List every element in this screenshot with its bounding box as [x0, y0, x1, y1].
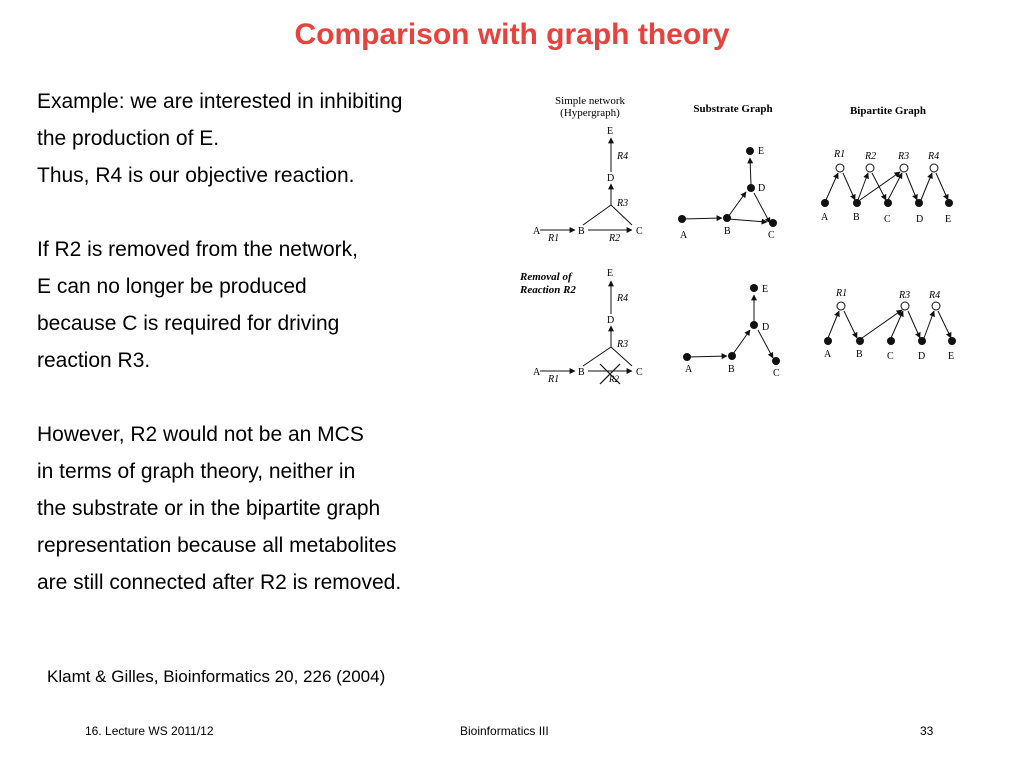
- reaction-label-r2: R2: [609, 233, 621, 244]
- node-label-c: C: [884, 214, 891, 225]
- bipartite-graph-removed: [828, 310, 951, 338]
- removal-header-sub: Reaction R2: [520, 284, 576, 296]
- reaction-label-r3: R3: [898, 151, 910, 162]
- node-label-a: A: [533, 226, 541, 237]
- node-label-d: D: [762, 322, 770, 333]
- node-label-e: E: [948, 351, 955, 362]
- slide-title: Comparison with graph theory: [294, 18, 730, 51]
- text-line: E can no longer be produced: [37, 275, 307, 298]
- network-figure: [512, 88, 972, 398]
- text-line: Example: we are interested in inhibiting: [37, 90, 403, 113]
- node-label-a: A: [685, 364, 693, 375]
- text-line: representation because all metabolites: [37, 534, 397, 557]
- node-label-a: A: [680, 230, 688, 241]
- node-label-c: C: [773, 368, 780, 379]
- text-line: If R2 is removed from the network,: [37, 238, 358, 261]
- node-label-d: D: [607, 173, 615, 184]
- node-label-e: E: [762, 284, 769, 295]
- text-line: the production of E.: [37, 127, 220, 150]
- reaction-label-r1: R1: [548, 233, 560, 244]
- reaction-nodes-removed: [837, 302, 940, 310]
- node-label-c: C: [636, 226, 643, 237]
- node-label-e: E: [945, 214, 952, 225]
- reaction-label-r4: R4: [929, 290, 941, 301]
- reaction-label-r1: R1: [834, 149, 846, 160]
- node-label-a: A: [824, 349, 832, 360]
- metabolite-nodes-removed: [824, 337, 956, 345]
- reaction-label-r4: R4: [617, 151, 629, 162]
- reaction-label-r1: R1: [836, 288, 848, 299]
- node-label-d: D: [918, 351, 926, 362]
- reaction-label-r4: R4: [617, 293, 629, 304]
- node-label-a: A: [821, 212, 829, 223]
- substrate-graph-full: [683, 158, 770, 223]
- bipartite-graph-full: [826, 172, 948, 200]
- node-label-d: D: [916, 214, 924, 225]
- reaction-label-r3: R3: [617, 198, 629, 209]
- text-line: However, R2 would not be an MCS: [37, 423, 364, 446]
- metabolite-nodes-full: [821, 199, 953, 207]
- simple-network-header: Simple network: [555, 95, 625, 107]
- substrate-graph-removed: [688, 295, 773, 358]
- footer-page-number: 33: [920, 724, 934, 738]
- node-label-b: B: [578, 367, 585, 378]
- node-label-a: A: [533, 367, 541, 378]
- text-line: are still connected after R2 is removed.: [37, 571, 402, 594]
- node-label-d: D: [607, 315, 615, 326]
- simple-network-header-sub: (Hypergraph): [560, 107, 620, 119]
- reaction-label-r2-removed: R2: [609, 374, 619, 384]
- node-label-e: E: [758, 146, 765, 157]
- reaction-label-r4: R4: [928, 151, 940, 162]
- node-label-c: C: [887, 351, 894, 362]
- text-line: the substrate or in the bipartite graph: [37, 497, 381, 520]
- node-label-b: B: [578, 226, 585, 237]
- reaction-label-r3: R3: [617, 339, 629, 350]
- node-label-b: B: [853, 212, 860, 223]
- node-label-c: C: [636, 367, 643, 378]
- substrate-graph-header: Substrate Graph: [693, 103, 773, 115]
- node-label-e: E: [607, 268, 614, 279]
- node-label-b: B: [856, 349, 863, 360]
- text-line: reaction R3.: [37, 349, 151, 372]
- reaction-nodes-full: [836, 164, 938, 172]
- reaction-label-r3: R3: [899, 290, 911, 301]
- text-line: Thus, R4 is our objective reaction.: [37, 164, 355, 187]
- removal-header: Removal of: [520, 271, 572, 283]
- text-line: because C is required for driving: [37, 312, 340, 335]
- bipartite-graph-header: Bipartite Graph: [849, 105, 927, 117]
- node-label-e: E: [607, 126, 614, 137]
- node-label-c: C: [768, 230, 775, 241]
- node-label-b: B: [728, 364, 735, 375]
- footer-course: Bioinformatics III: [460, 724, 549, 738]
- reaction-label-r1: R1: [548, 374, 560, 385]
- node-label-d: D: [758, 183, 766, 194]
- text-line: in terms of graph theory, neither in: [37, 460, 356, 483]
- citation: Klamt & Gilles, Bioinformatics 20, 226 (2004): [47, 667, 386, 686]
- footer-lecture: 16. Lecture WS 2011/12: [85, 724, 214, 738]
- body-text: [37, 83, 507, 601]
- reaction-label-r2: R2: [865, 151, 877, 162]
- node-label-b: B: [724, 226, 731, 237]
